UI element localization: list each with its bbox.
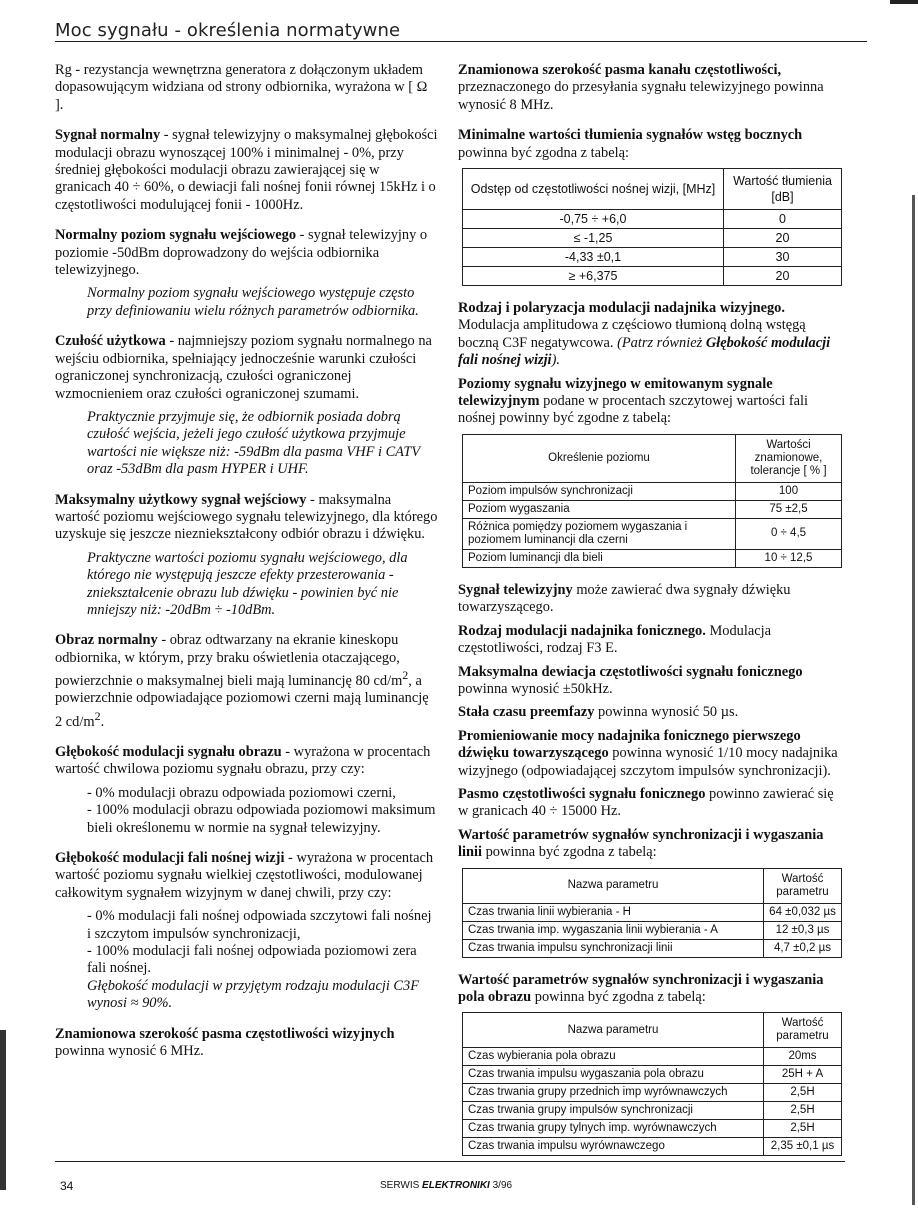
table-header: Wartość parametru: [764, 868, 842, 903]
def-poziomy-sygnalu: Poziomy sygnału wizyjnego w emitowanym sygnale telewizyjnym podane w procentach szczytowej wartości fali nośnej powinny być zgodne z tabelą:: [458, 375, 809, 427]
table-row: -4,33 ±0,1 30: [463, 248, 842, 267]
table-tlumienie: [462, 168, 842, 286]
note-czulosc-uzytkowa: Praktycznie przyjmuje się, że odbiornik posiada dobrą czułość wejścia, jeżeli jego czułość użytkowa przyjmuje wartości nie większe niż: -59dBm dla pasma VHF i CATV oraz -53dBm dla pasm HYPER i UHF.: [87, 408, 420, 478]
magazine-name: SERWIS ELEKTRONIKI 3/96: [380, 1180, 513, 1191]
page-number: 34: [60, 1179, 74, 1193]
table-row: Czas trwania impulsu wygaszania pola obrazu 25H + A: [463, 1066, 842, 1084]
def-szerokosc-kanalu: Znamionowa szerokość pasma kanału częstotliwości, przeznaczonego do przesyłania sygnału telewizyjnego powinna wynosić 8 MHz.: [458, 62, 824, 113]
table-header: Wartość tłumienia [dB]: [724, 169, 842, 210]
table-row: Poziom impulsów synchronizacji 100: [463, 482, 842, 500]
def-rodzaj-modulacji-wizji: Rodzaj i polaryzacja modulacji nadajnika wizyjnego. Modulacja amplitudowa z częściowo tłumioną dolną wstęgą boczną C3F negatywcowa. (Patrz również Głębokość modulacji fali nośnej wizji).: [458, 300, 831, 369]
def-dewiacja: Maksymalna dewiacja częstotliwości sygnału fonicznego powinna wynosić ±50kHz.: [458, 663, 803, 697]
table-row: -0,75 ÷ +6,0 0: [463, 210, 842, 229]
table-row: ≤ -1,25 20: [463, 229, 842, 248]
table-synchronizacja-pola: [462, 1012, 842, 1156]
table-poziomy: [462, 434, 842, 568]
list-item: - 0% modulacji fali nośnej odpowiada szczytowi fali nośnej i szczytom impulsów synchronizacji,: [87, 908, 432, 942]
table-header: Określenie poziomu: [463, 434, 736, 482]
table-row: Czas trwania impulsu synchronizacji linii 4,7 ±0,2 µs: [463, 939, 842, 957]
def-tlumienie-wsteg: Minimalne wartości tłumienia sygnałów wstęg bocznych powinna być zgodna z tabelą:: [458, 127, 803, 161]
table-row: Czas trwania grupy tylnych imp. wyrównawczych 2,5H: [463, 1120, 842, 1138]
list-item: - 0% modulacji obrazu odpowiada poziomowi czerni,: [87, 784, 396, 801]
def-synchronizacja-pola: Wartość parametrów sygnałów synchronizacji i wygaszania pola obrazu powinna być zgodna z tabelą:: [458, 971, 824, 1005]
def-rodzaj-modulacji-fonii: Rodzaj modulacji nadajnika fonicznego. Modulacja częstotliwości, rodzaj F3 E.: [458, 622, 771, 657]
scan-mark: [890, 0, 918, 4]
def-maksymalny-sygnal: Maksymalny użytkowy sygnał wejściowy - maksymalna wartość poziomu wejściowego sygnału telewizyjnego, dla którego uzyskuje się jeszcze niezniekształcony odbiór obrazu i dźwięku.: [55, 491, 438, 543]
table-header: Wartości znamionowe, tolerancje [ % ]: [736, 434, 842, 482]
def-synchronizacja-linii: Wartość parametrów sygnałów synchronizacji i wygaszania linii powinna być zgodna z tabelą:: [458, 826, 824, 861]
table-row: Czas trwania impulsu wyrównawczego 2,35 ±0,1 µs: [463, 1138, 842, 1156]
table-row: Poziom wygaszania 75 ±2,5: [463, 500, 842, 518]
def-glebokosc-fali: Głębokość modulacji fali nośnej wizji - wyrażona w procentach wartość poziomu sygnału wielkiej częstotliwości, modulowanej całkowitym sygnałem wizyjnym w danej chwili, przy czy:: [55, 850, 434, 901]
def-rg: Rg - rezystancja wewnętrzna generatora z dołączonym układem dopasowującym widziana od strony odbiornika, wyrażona w [ Ω ].: [55, 62, 428, 113]
left-column: [55, 62, 438, 1074]
def-promieniowanie-mocy: Promieniowanie mocy nadajnika fonicznego pierwszego dźwięku towarzyszącego powinna wynosić 1/10 mocy nadajnika wizyjnego (odpowiadającej szczytom impulsów synchronizacji).: [458, 727, 838, 779]
table-row: Czas trwania grupy impulsów synchronizacji 2,5H: [463, 1102, 842, 1120]
def-pasmo-fonii: Pasmo częstotliwości sygnału fonicznego powinno zawierać się w granicach 40 ÷ 15000 Hz.: [458, 785, 834, 820]
note-glebokosc-fali: Głębokość modulacji w przyjętym rodzaju modulacji C3F wynosi ≈ 90%.: [87, 977, 420, 1012]
def-normalny-poziom: Normalny poziom sygnału wejściowego - sygnał telewizyjny o poziomie -50dBm doprowadzony do wejścia odbiornika telewizyjnego.: [55, 227, 428, 279]
page-title: Moc sygnału - określenia normatywne: [55, 20, 401, 41]
footer-rule: [55, 1161, 845, 1162]
right-column: [458, 62, 843, 1170]
scan-edge-left: [0, 1030, 6, 1190]
table-row: Poziom luminancji dla bieli 10 ÷ 12,5: [463, 549, 842, 567]
table-row: Czas trwania imp. wygaszania linii wybierania - A 12 ±0,3 µs: [463, 921, 842, 939]
header-rule: [55, 41, 867, 42]
table-row: ≥ +6,375 20: [463, 267, 842, 286]
list-item: - 100% modulacji obrazu odpowiada poziomowi maksimum bieli określonemu w normie na sygnał telewizyjny.: [87, 802, 436, 836]
table-synchronizacja-linii: [462, 868, 842, 958]
def-sygnal-telewizyjny: Sygnał telewizyjny może zawierać dwa sygnały dźwięku towarzyszącego.: [458, 581, 791, 616]
def-szerokosc-pasma-wizyjnego: Znamionowa szerokość pasma częstotliwości wizyjnych powinna wynosić 6 MHz.: [55, 1025, 395, 1060]
table-row: Czas trwania grupy przednich imp wyrównawczych 2,5H: [463, 1084, 842, 1102]
note-normalny-poziom: Normalny poziom sygnału wejściowego występuje często przy definiowaniu wielu różnych parametrów odbiornika.: [87, 285, 419, 319]
table-header: Nazwa parametru: [463, 1013, 764, 1048]
def-glebokosc-obrazu: Głębokość modulacji sygnału obrazu - wyrażona w procentach wartość chwilowa poziomu sygnału obrazu, przy czy:: [55, 744, 431, 778]
def-sygnal-normalny: Sygnał normalny - sygnał telewizyjny o maksymalnej głębokości modulacji obrazu wynoszącej 100% i minimalnej - 0%, przy średniej głębokości modulacji obrazu zawierającej się w granicach 40 ÷ 60%, o dewiacji fali nośnej fonii równej 15kHz i o częstotliwości modulującej fonii - 1000Hz.: [55, 127, 438, 213]
table-header: Nazwa parametru: [463, 868, 764, 903]
table-row: Różnica pomiędzy poziomem wygaszania i poziomem luminancji dla czerni 0 ÷ 4,5: [463, 518, 842, 549]
def-preemfaza: Stała czasu preemfazy powinna wynosić 50 µs.: [458, 704, 739, 721]
table-header: Odstęp od częstotliwości nośnej wizji, [MHz]: [463, 169, 724, 210]
def-obraz-normalny: Obraz normalny - obraz odtwarzany na ekranie kineskopu odbiornika, w którym, przy braku oświetlenia otaczającego, powierzchnie o maksymalnej bieli mają luminancję 80 $cd/m^2$, a powierzchnie odpowiadające poziomowi czerni mają luminancję 2 $cd/m^2$.: [55, 632, 429, 730]
table-row: Czas trwania linii wybierania - H 64 ±0,032 µs: [463, 903, 842, 921]
list-item: - 100% modulacji fali nośnej odpowiada poziomowi zera fali nośnej.: [87, 943, 417, 977]
table-row: Czas wybierania pola obrazu 20ms: [463, 1048, 842, 1066]
scan-edge-right: [912, 195, 915, 1205]
note-maksymalny-sygnal: Praktyczne wartości poziomu sygnału wejściowego, dla którego nie występują jeszcze efekty przesterowania - zniekształcenie obrazu lub dźwięku - powinien być nie mniejszy niż: -20dBm ÷ -10dBm.: [87, 549, 408, 618]
table-header: Wartość parametru: [764, 1013, 842, 1048]
def-czulosc-uzytkowa: Czułość użytkowa - najmniejszy poziom sygnału normalnego na wejściu odbiornika, spełniający jednocześnie warunki czułości ograniczonej synchronizacją, czułości ograniczonej wzmocnieniem oraz czułości ograniczonej szumami.: [55, 333, 432, 402]
